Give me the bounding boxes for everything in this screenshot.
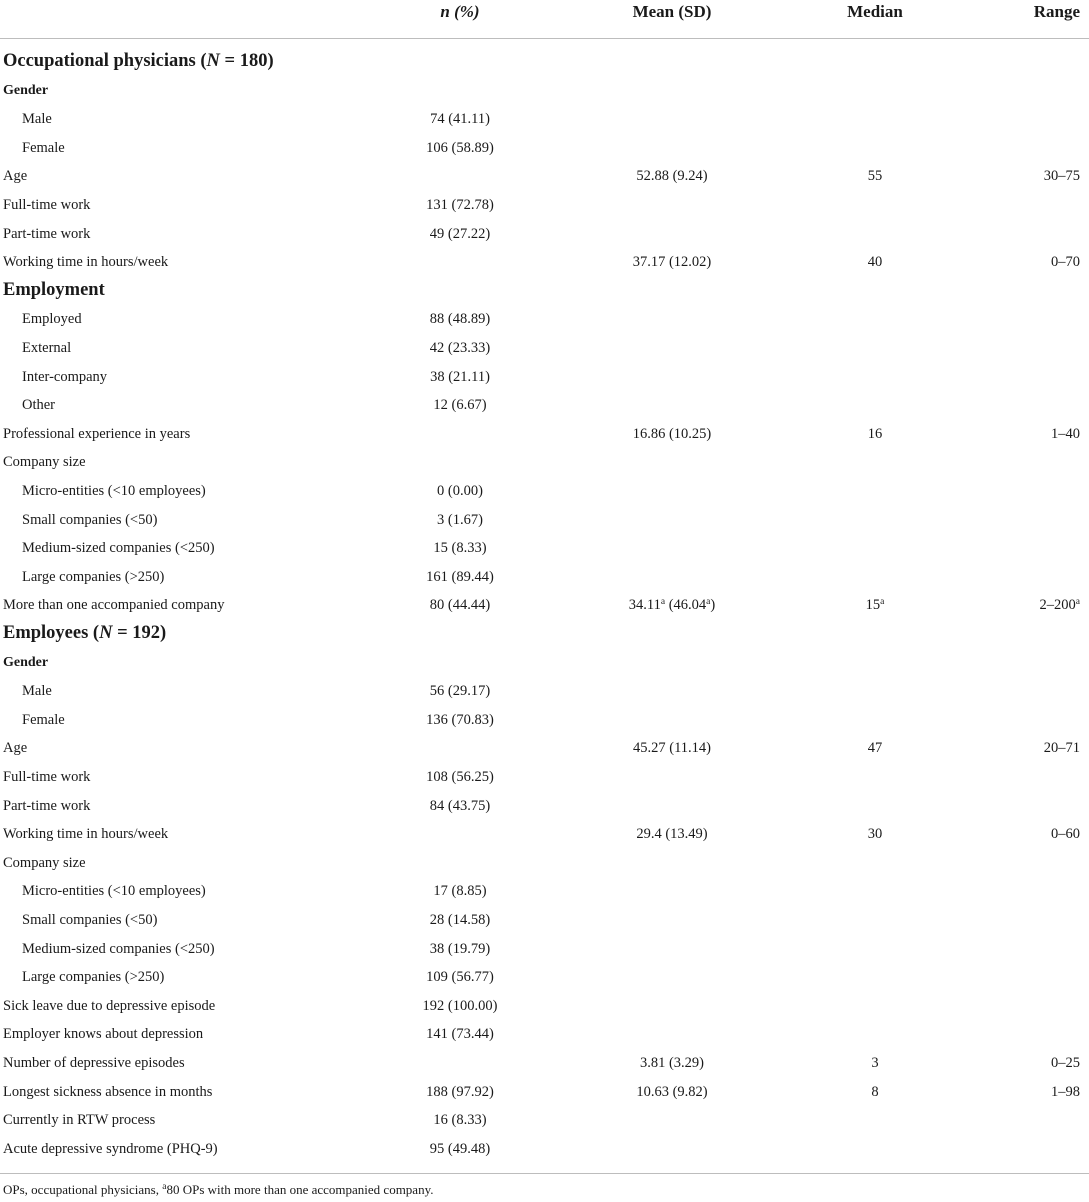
subheading: Gender: [3, 82, 49, 98]
cell-mean-sd: 37.17 (12.02): [632, 254, 712, 271]
cell-range: 20–71: [1043, 740, 1080, 757]
table-header: [0, 0, 1089, 38]
cell-n-pct: 56 (29.17): [429, 683, 491, 700]
row-label: More than one accompanied company: [3, 597, 225, 614]
cell-median: 15$^a$: [865, 597, 885, 614]
table-row: [0, 1112, 1089, 1136]
table-row: [0, 483, 1089, 507]
row-label: Male: [22, 111, 52, 128]
cell-n-pct: 3 (1.67): [437, 511, 483, 528]
cell-median: 3: [871, 1055, 879, 1071]
table-row: [0, 855, 1089, 879]
cell-range: 0–60: [1051, 826, 1080, 843]
cell-n-pct: 88 (48.89): [429, 311, 491, 328]
row-label: Working time in hours/week: [3, 254, 169, 271]
row-label: Longest sickness absence in months: [3, 1083, 213, 1100]
cell-mean-sd: 29.4 (13.49): [636, 826, 708, 843]
table-row: [0, 311, 1089, 335]
table-row: [0, 168, 1089, 192]
cell-n-pct: 108 (56.25): [426, 769, 494, 785]
row-label: Employer knows about depression: [3, 1026, 204, 1043]
cell-n-pct: 141 (73.44): [426, 1026, 494, 1043]
row-label: Other: [22, 397, 56, 414]
row-label: Male: [22, 683, 52, 700]
cell-n-pct: 192 (100.00): [422, 997, 498, 1014]
row-label: Micro-entities (<10 employees): [22, 883, 206, 900]
row-label: Part-time work: [3, 797, 91, 814]
row-label: Age: [3, 168, 28, 185]
row-label: Large companies (>250): [22, 568, 165, 585]
table-row: [0, 655, 1089, 679]
row-label: Large companies (>250): [22, 969, 165, 986]
table-row: [0, 369, 1089, 393]
cell-n-pct: 106 (58.89): [426, 139, 494, 156]
table-row: [0, 512, 1089, 536]
row-label: Age: [3, 740, 28, 757]
table-row: [0, 1084, 1089, 1108]
header-range: Range: [1033, 2, 1080, 21]
cell-n-pct: 74 (41.11): [430, 111, 490, 128]
table-row: [0, 941, 1089, 965]
row-label: Medium-sized companies (<250): [22, 940, 215, 957]
header-rule: [0, 38, 1089, 39]
cell-n-pct: 38 (21.11): [430, 368, 490, 385]
cell-range: 1–98: [1051, 1083, 1080, 1100]
row-label: Professional experience in years: [3, 425, 191, 442]
cell-range: 30–75: [1043, 168, 1080, 185]
section-heading: Occupational physicians (N = 180): [3, 51, 274, 71]
table-row: [0, 226, 1089, 250]
cell-range: 0–70: [1051, 254, 1080, 271]
table-row: [0, 683, 1089, 707]
cell-n-pct: 84 (43.75): [429, 797, 491, 814]
cell-mean-sd: 45.27 (11.14): [633, 740, 711, 757]
cell-n-pct: 49 (27.22): [429, 225, 491, 242]
row-label: Sick leave due to depressive episode: [3, 997, 216, 1014]
table-footnote: OPs, occupational physicians, $^a$80 OPs with more than one accompanied company.: [3, 1182, 434, 1197]
cell-n-pct: 12 (6.67): [433, 397, 487, 414]
header-n-pct-text: n (%): [440, 2, 480, 21]
cell-n-pct: 80 (44.44): [429, 597, 491, 614]
table-row: [0, 397, 1089, 421]
cell-n-pct: 15 (8.33): [433, 540, 487, 557]
table-row: [0, 111, 1089, 135]
cell-mean-sd: 10.63 (9.82): [636, 1083, 708, 1100]
section-heading: Employment: [3, 279, 105, 300]
cell-n-pct: 28 (14.58): [429, 912, 491, 928]
footer-rule: [0, 1173, 1089, 1174]
table-row: [0, 279, 1089, 307]
cell-mean-sd: 16.86 (10.25): [632, 425, 712, 442]
table-row: [0, 140, 1089, 164]
table-row: [0, 712, 1089, 736]
table-row: [0, 740, 1089, 764]
table-row: [0, 1026, 1089, 1050]
row-label: Small companies (<50): [22, 912, 158, 928]
table-row: [0, 426, 1089, 450]
cell-n-pct: 42 (23.33): [429, 340, 491, 356]
cell-n-pct: 188 (97.92): [426, 1083, 494, 1100]
table-row: [0, 1141, 1089, 1165]
table-row: [0, 597, 1089, 621]
table-row: [0, 1055, 1089, 1079]
table-row: [0, 969, 1089, 993]
row-label: Full-time work: [3, 197, 91, 213]
table-row: [0, 998, 1089, 1022]
table-row: [0, 569, 1089, 593]
header-n-pct: [395, 2, 525, 22]
subheading: Gender: [3, 654, 49, 670]
row-label: Acute depressive syndrome (PHQ-9): [3, 1140, 218, 1157]
row-label: Full-time work: [3, 769, 91, 785]
row-label: Working time in hours/week: [3, 826, 169, 843]
cell-n-pct: 109 (56.77): [426, 969, 494, 986]
cell-n-pct: 16 (8.33): [433, 1112, 487, 1129]
cell-median: 55: [867, 168, 883, 185]
cell-range: 2–200$^a$: [1039, 597, 1080, 614]
cell-mean-sd: 52.88 (9.24): [636, 168, 708, 185]
row-label: Number of depressive episodes: [3, 1055, 185, 1071]
cell-n-pct: 0 (0.00): [437, 483, 483, 499]
table-row: [0, 798, 1089, 822]
cell-median: 8: [871, 1083, 879, 1100]
cell-range: 1–40: [1051, 425, 1080, 442]
row-label: Company size: [3, 854, 86, 871]
table-row: [0, 883, 1089, 907]
cell-n-pct: 161 (89.44): [426, 568, 494, 585]
row-label: Employed: [22, 311, 82, 328]
row-label: Currently in RTW process: [3, 1112, 156, 1129]
table-row: [0, 826, 1089, 850]
cell-mean-sd: 34.11$^a$ (46.04$^a$): [628, 597, 716, 614]
cell-n-pct: 38 (19.79): [429, 940, 491, 957]
cell-median: 16: [867, 425, 883, 442]
section-heading: Employees (N = 192): [3, 623, 167, 643]
table-row: [0, 340, 1089, 364]
row-label: Small companies (<50): [22, 511, 158, 528]
header-mean-sd: Mean (SD): [632, 2, 712, 21]
table-row: [0, 83, 1089, 107]
row-label: Inter-company: [22, 368, 108, 385]
table-row: [0, 454, 1089, 478]
cell-median: 30: [867, 826, 883, 843]
table-row: [0, 912, 1089, 936]
row-label: Medium-sized companies (<250): [22, 540, 215, 557]
table-row: [0, 197, 1089, 221]
cell-n-pct: 17 (8.85): [433, 883, 487, 900]
cell-median: 40: [867, 254, 883, 271]
row-label: External: [22, 340, 72, 356]
row-label: Female: [22, 711, 65, 728]
row-label: Part-time work: [3, 225, 91, 242]
cell-n-pct: 136 (70.83): [426, 711, 494, 728]
cell-median: 47: [867, 740, 883, 757]
row-label: Company size: [3, 454, 86, 471]
table-row: [0, 254, 1089, 278]
table-row: [0, 623, 1089, 650]
table-row: [0, 769, 1089, 793]
table-row: [0, 540, 1089, 564]
table-row: [0, 51, 1089, 78]
header-median: Median: [847, 2, 903, 21]
cell-range: 0–25: [1051, 1055, 1080, 1071]
cell-n-pct: 95 (49.48): [429, 1140, 491, 1157]
row-label: Female: [22, 139, 65, 156]
row-label: Micro-entities (<10 employees): [22, 483, 206, 499]
cell-mean-sd: 3.81 (3.29): [639, 1055, 705, 1071]
cell-n-pct: 131 (72.78): [426, 197, 494, 213]
